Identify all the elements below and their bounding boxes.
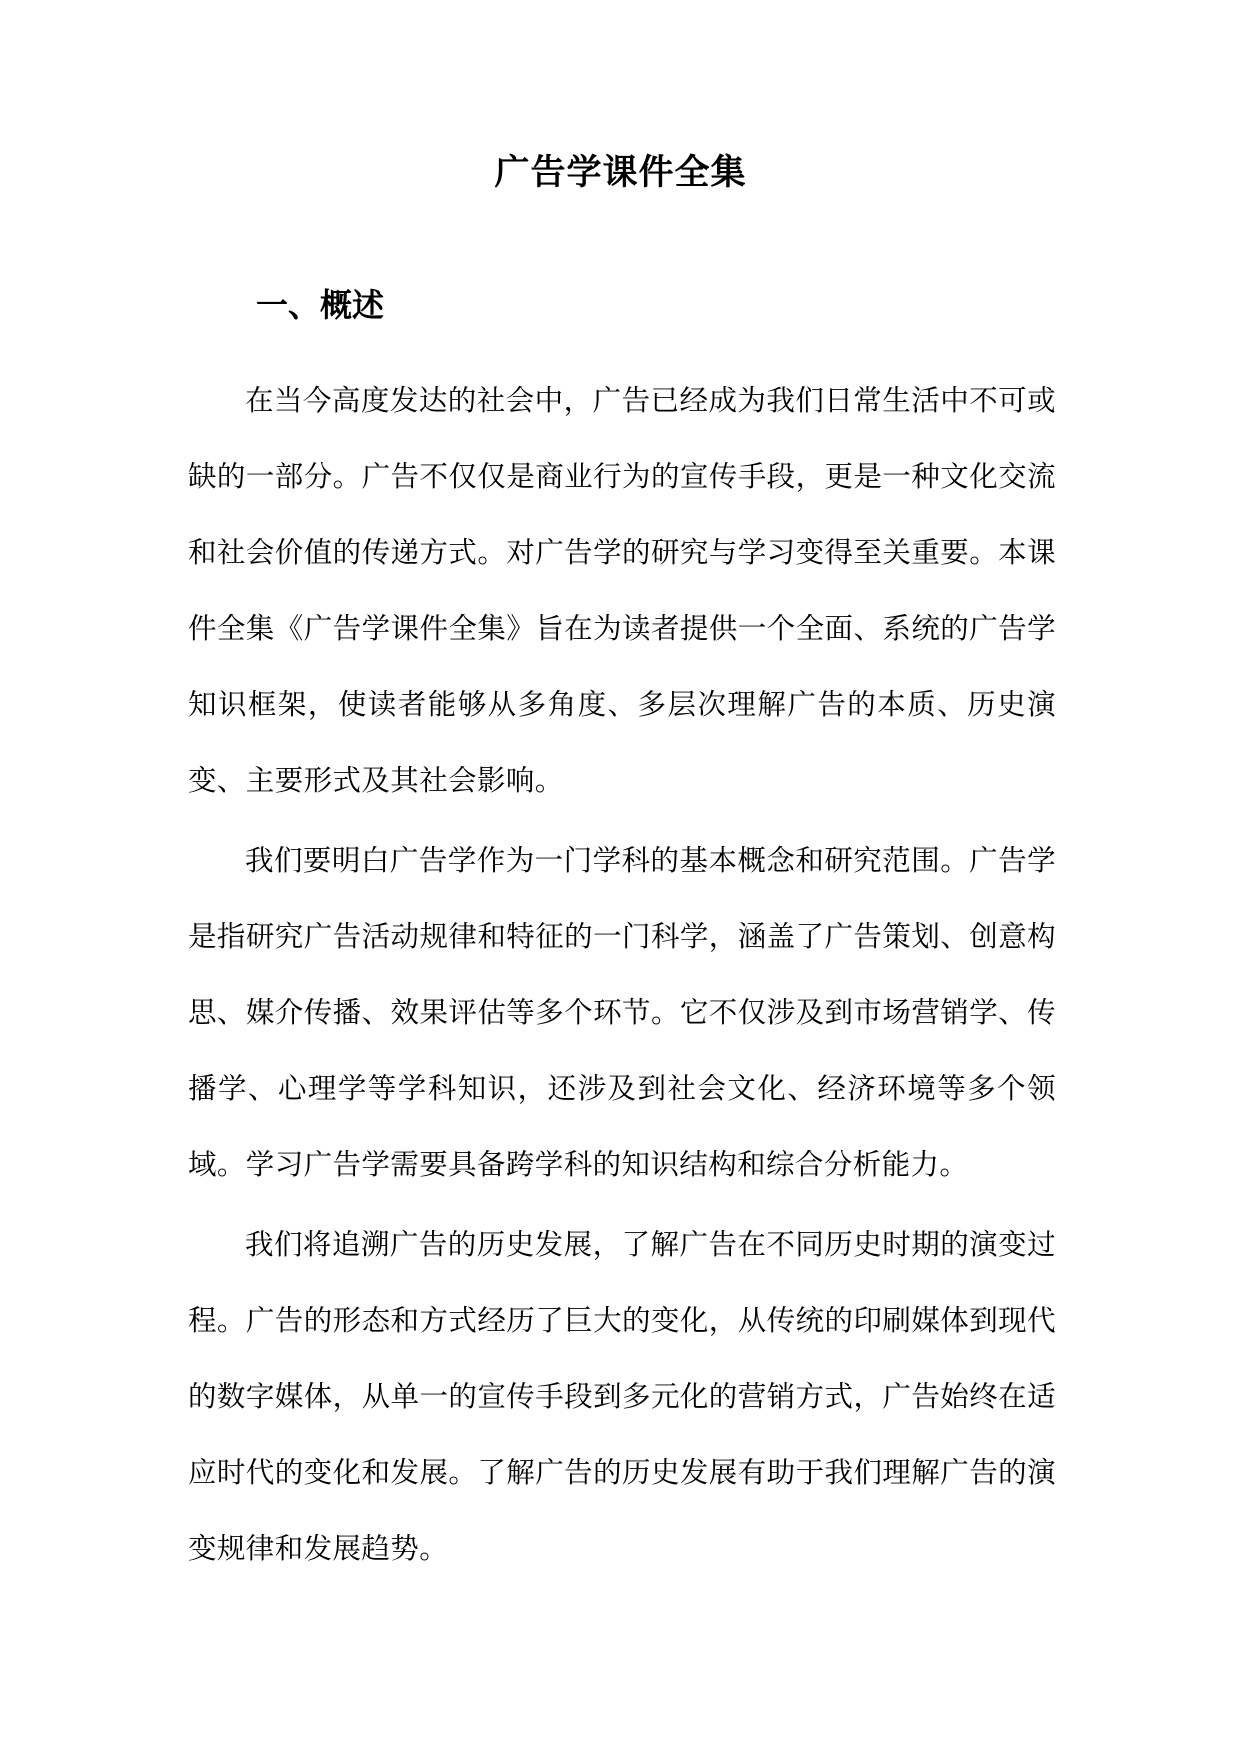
paragraph-3: 我们将追溯广告的历史发展，了解广告在不同历史时期的演变过程。广告的形态和方式经历了巨大的变化，从传统的印刷媒体到现代的数字媒体，从单一的宣传手段到多元化的营销方式，广告始终在适应时代的变化和发展。了解广告的历史发展有助于我们理解广告的演变规律和发展趋势。 bbox=[188, 1228, 1056, 1565]
paragraph-1: 在当今高度发达的社会中，广告已经成为我们日常生活中不可或缺的一部分。广告不仅仅是商业行为的宣传手段，更是一种文化交流和社会价值的传递方式。对广告学的研究与学习变得至关重要。本课件全集《广告学课件全集》旨在为读者提供一个全面、系统的广告学知识框架，使读者能够从多角度、多层次理解广告的本质、历史演变、主要形式及其社会影响。 bbox=[188, 384, 1056, 797]
section-body bbox=[188, 363, 1056, 1591]
paragraph-2: 我们要明白广告学作为一门学科的基本概念和研究范围。广告学是指研究广告活动规律和特征的一门科学，涵盖了广告策划、创意构思、媒介传播、效果评估等多个环节。它不仅涉及到市场营销学、传播学、心理学等学科知识，还涉及到社会文化、经济环境等多个领域。学习广告学需要具备跨学科的知识结构和综合分析能力。 bbox=[188, 844, 1056, 1181]
document-title: 广告学课件全集 bbox=[494, 152, 747, 193]
section-heading: 一、概述 bbox=[256, 286, 385, 324]
